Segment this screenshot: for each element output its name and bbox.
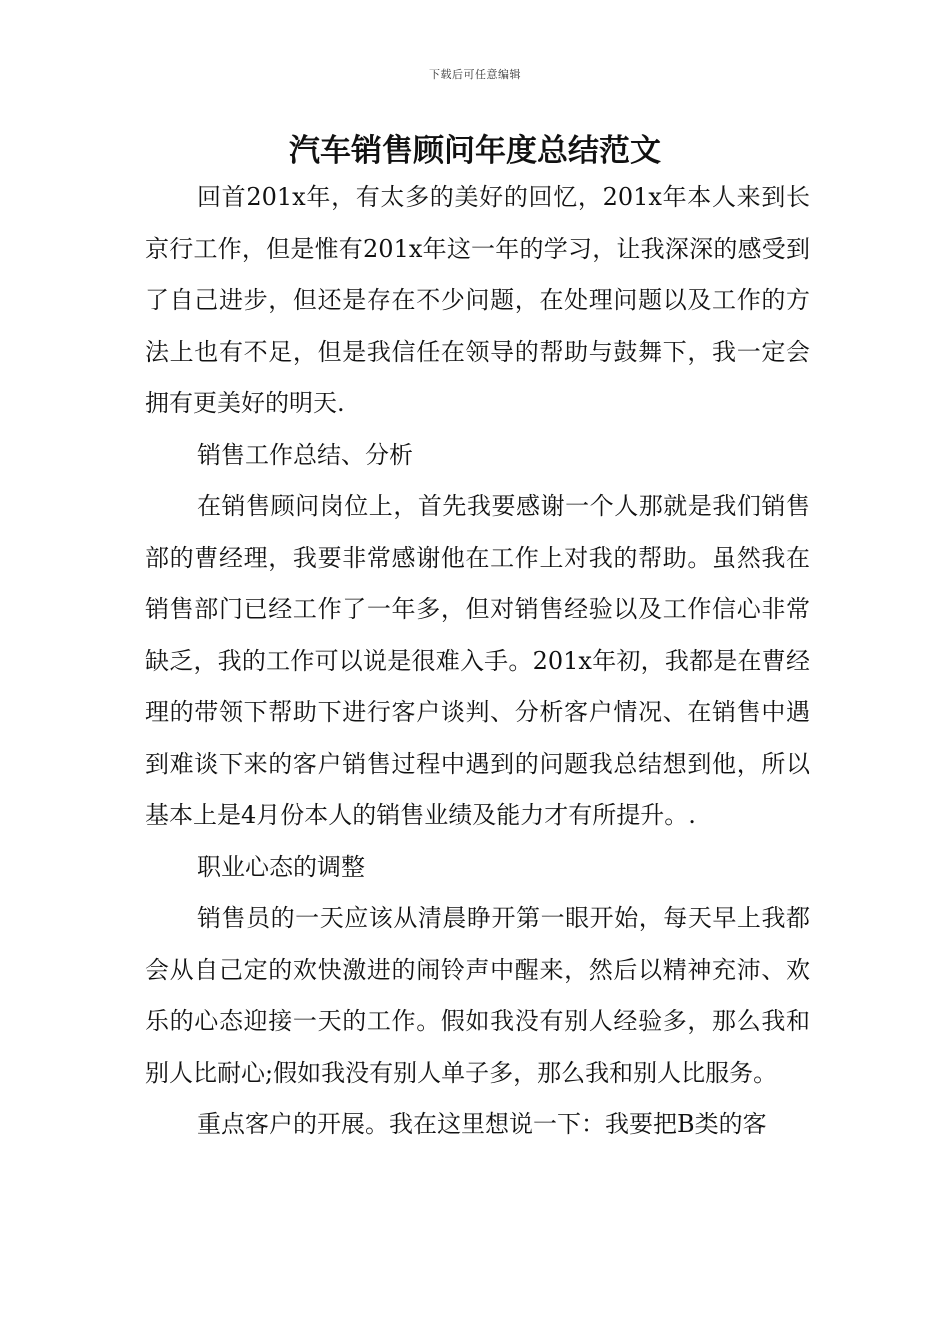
body-paragraph: 重点客户的开展。我在这里想说一下：我要把B类的客 — [197, 1110, 767, 1138]
body-paragraph: 销售员的一天应该从清晨睁开第一眼开始，每天早上我都会从自己定的欢快激进的闹铃声中醒来，然后以精神充沛、欢乐的心态迎接一天的工作。假如我没有别人经验多，那么我和别人比耐心;假如我没有别人单子多，那么我和别人比服务。 — [145, 904, 810, 1087]
document-title: 汽车销售顾问年度总结范文 — [289, 133, 661, 169]
body-paragraph: 回首201x年，有太多的美好的回忆，201x年本人来到长京行工作，但是惟有201x年这一年的学习，让我深深的感受到了自己进步，但还是存在不少问题，在处理问题以及工作的方法上也有不足，但是我信任在领导的帮助与鼓舞下，我一定会拥有更美好的明天. — [145, 183, 810, 417]
section-heading-career-mindset: 职业心态的调整 — [197, 852, 365, 881]
document-body — [145, 172, 810, 1151]
header-note: 下载后可任意编辑 — [429, 68, 521, 81]
section-heading-sales-summary: 销售工作总结、分析 — [197, 440, 413, 469]
body-paragraph: 在销售顾问岗位上，首先我要感谢一个人那就是我们销售部的曹经理，我要非常感谢他在工作上对我的帮助。虽然我在销售部门已经工作了一年多，但对销售经验以及工作信心非常缺乏，我的工作可以说是很难入手。201x年初，我都是在曹经理的带领下帮助下进行客户谈判、分析客户情况、在销售中遇到难谈下来的客户销售过程中遇到的问题我总结想到他，所以基本上是4月份本人的销售业绩及能力才有所提升。. — [145, 492, 810, 829]
